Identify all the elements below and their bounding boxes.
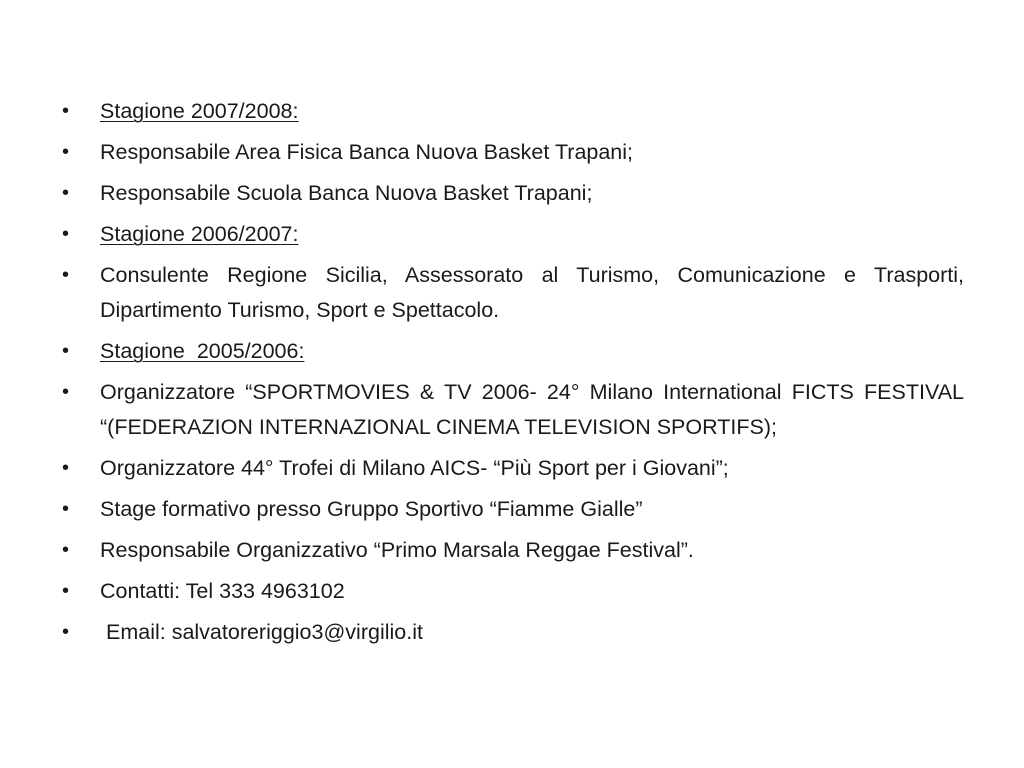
bullet-icon: •	[62, 340, 70, 362]
bullet-icon: •	[62, 264, 70, 286]
season-heading-2007-2008: Stagione 2007/2008:	[100, 99, 299, 123]
list-item	[62, 217, 964, 252]
bullet-icon: •	[62, 621, 70, 643]
item-text: Stage formativo presso Gruppo Sportivo “Fiamme Gialle”	[100, 497, 643, 521]
list-item	[62, 334, 964, 369]
bullet-icon: •	[62, 381, 70, 403]
season-heading-2005-2006: Stagione 2005/2006:	[100, 339, 305, 363]
bullet-list	[62, 94, 964, 656]
list-item	[62, 258, 964, 328]
list-item	[62, 375, 964, 445]
bullet-icon: •	[62, 141, 70, 163]
item-text: Responsabile Organizzativo “Primo Marsala Reggae Festival”.	[100, 538, 694, 562]
contact-email: Email: salvatoreriggio3@virgilio.it	[100, 620, 423, 644]
item-text: Consulente Regione Sicilia, Assessorato al Turismo, Comunicazione e Trasporti, Dipartimento Turismo, Sport e Spettacolo.	[100, 263, 964, 322]
bullet-icon: •	[62, 498, 70, 520]
contact-phone: Contatti: Tel 333 4963102	[100, 579, 345, 603]
bullet-icon: •	[62, 182, 70, 204]
item-text: Organizzatore 44° Trofei di Milano AICS- “Più Sport per i Giovani”;	[100, 456, 729, 480]
bullet-icon: •	[62, 100, 70, 122]
list-item	[62, 492, 964, 527]
list-item	[62, 574, 964, 609]
bullet-icon: •	[62, 580, 70, 602]
list-item	[62, 135, 964, 170]
item-text: Responsabile Area Fisica Banca Nuova Basket Trapani;	[100, 140, 634, 164]
list-item	[62, 533, 964, 568]
bullet-icon: •	[62, 457, 70, 479]
list-item	[62, 451, 964, 486]
item-text: Organizzatore “SPORTMOVIES & TV 2006- 24° Milano International FICTS FESTIVAL “(FEDERAZION INTERNAZIONAL CINEMA TELEVISION SPORTIFS);	[100, 380, 964, 439]
item-text: Responsabile Scuola Banca Nuova Basket Trapani;	[100, 181, 593, 205]
list-item	[62, 94, 964, 129]
list-item	[62, 176, 964, 211]
bullet-icon: •	[62, 539, 70, 561]
bullet-icon: •	[62, 223, 70, 245]
list-item	[62, 615, 964, 650]
season-heading-2006-2007: Stagione 2006/2007:	[100, 222, 299, 246]
